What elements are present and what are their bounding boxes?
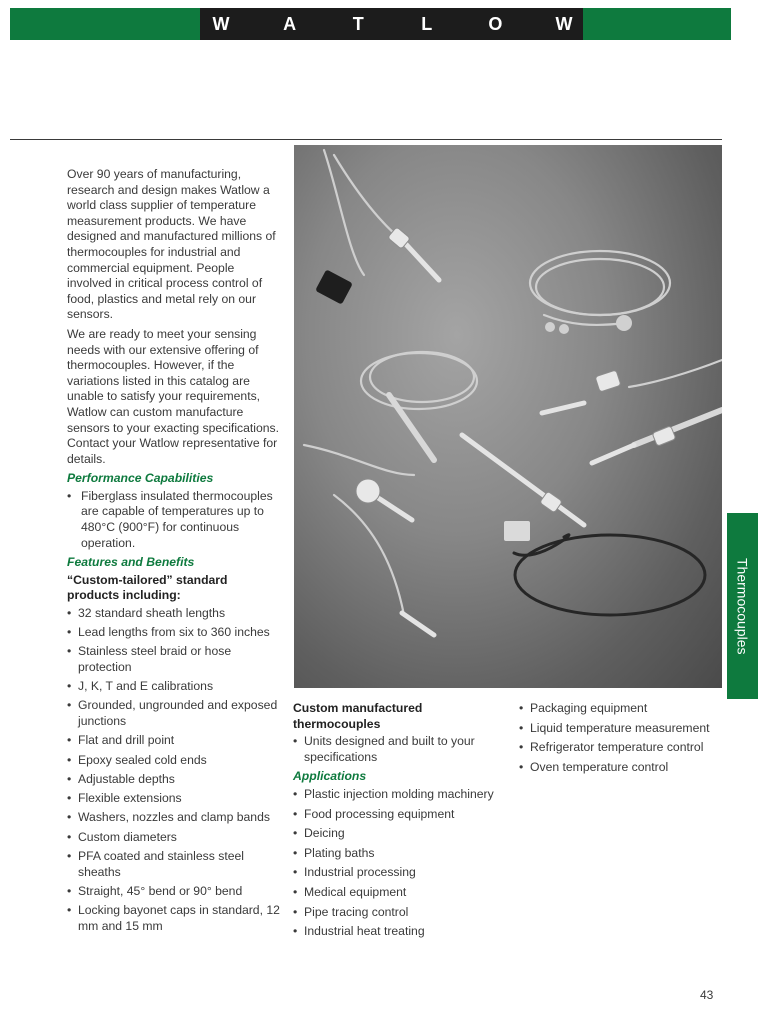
list-item: • J, K, T and E calibrations [67,679,282,695]
left-column [67,167,282,938]
list-item: • Adjustable depths [67,772,282,788]
applications-list-right [519,701,734,775]
list-item: • Plating baths [293,846,508,862]
list-item: • Refrigerator temperature control [519,740,734,756]
performance-list [67,489,282,551]
thermocouples-illustration [294,145,722,688]
list-item: • Fiberglass insulated thermocouples are capable of temperatures up to 480°C (900°F) for continuous operation. [67,489,282,551]
logo-letter: O [488,13,503,34]
thermocouples-photo [294,145,722,688]
intro-paragraph-1: Over 90 years of manufacturing, research and design makes Watlow a world class supplier of temperature measurement products. We have designed and manufactured millions of thermocouples for industrial and commercial equipment. People involved in critical process control of food, plastics and metal rely on our sensors. [67,167,276,322]
header-rule [10,139,722,140]
list-item: • Stainless steel braid or hose protection [67,644,282,675]
list-item: • Food processing equipment [293,807,508,823]
list-item: • Industrial processing [293,865,508,881]
list-item: • Plastic injection molding machinery [293,787,508,803]
logo-letter: A [283,13,297,34]
list-item: • Medical equipment [293,885,508,901]
intro-paragraph-2: We are ready to meet your sensing needs with our extensive offering of thermocouples. However, if the variations listed in this catalog are unable to satisfy your requirements, Watlow can custom manufacture sensors to your exacting specifications. Contact your Watlow representative for details. [67,326,280,466]
features-heading: Features and Benefits [67,554,195,569]
page-number: 43 [700,988,714,1002]
list-item: • Industrial heat treating [293,924,508,940]
logo-letter: T [352,13,364,34]
list-item: • Units designed and built to your specifications [293,734,508,765]
middle-column [293,701,508,944]
custom-heading: Custom manufactured thermocouples [293,701,423,731]
list-item: • PFA coated and stainless steel sheaths [67,849,282,880]
logo-letter: W [555,13,573,34]
section-tab-thermocouples[interactable] [727,513,758,699]
list-item: • Deicing [293,826,508,842]
list-item: • Washers, nozzles and clamp bands [67,810,282,826]
list-item: • 32 standard sheath lengths [67,606,282,622]
features-list [67,606,282,935]
performance-heading: Performance Capabilities [67,471,214,486]
list-item: • Flexible extensions [67,791,282,807]
list-item: • Pipe tracing control [293,905,508,921]
list-item: • Packaging equipment [519,701,734,717]
logo-letter: W [212,13,230,34]
section-tab-label: Thermocouples [734,557,751,655]
right-column [519,701,734,779]
list-item: • Epoxy sealed cold ends [67,753,282,769]
applications-heading: Applications [293,769,367,784]
features-subheading: “Custom-tailored” standard products including: [67,572,228,603]
list-item: • Custom diameters [67,830,282,846]
list-item: • Grounded, ungrounded and exposed junctions [67,698,282,729]
list-item: • Lead lengths from six to 360 inches [67,625,282,641]
watlow-logo [200,8,583,40]
list-item: • Locking bayonet caps in standard, 12 mm and 15 mm [67,903,282,934]
applications-list-left [293,787,508,940]
logo-letter: L [421,13,433,34]
custom-list [293,734,508,765]
list-item: • Oven temperature control [519,760,734,776]
list-item: • Flat and drill point [67,733,282,749]
list-item: • Straight, 45° bend or 90° bend [67,884,282,900]
list-item: • Liquid temperature measurement [519,721,734,737]
